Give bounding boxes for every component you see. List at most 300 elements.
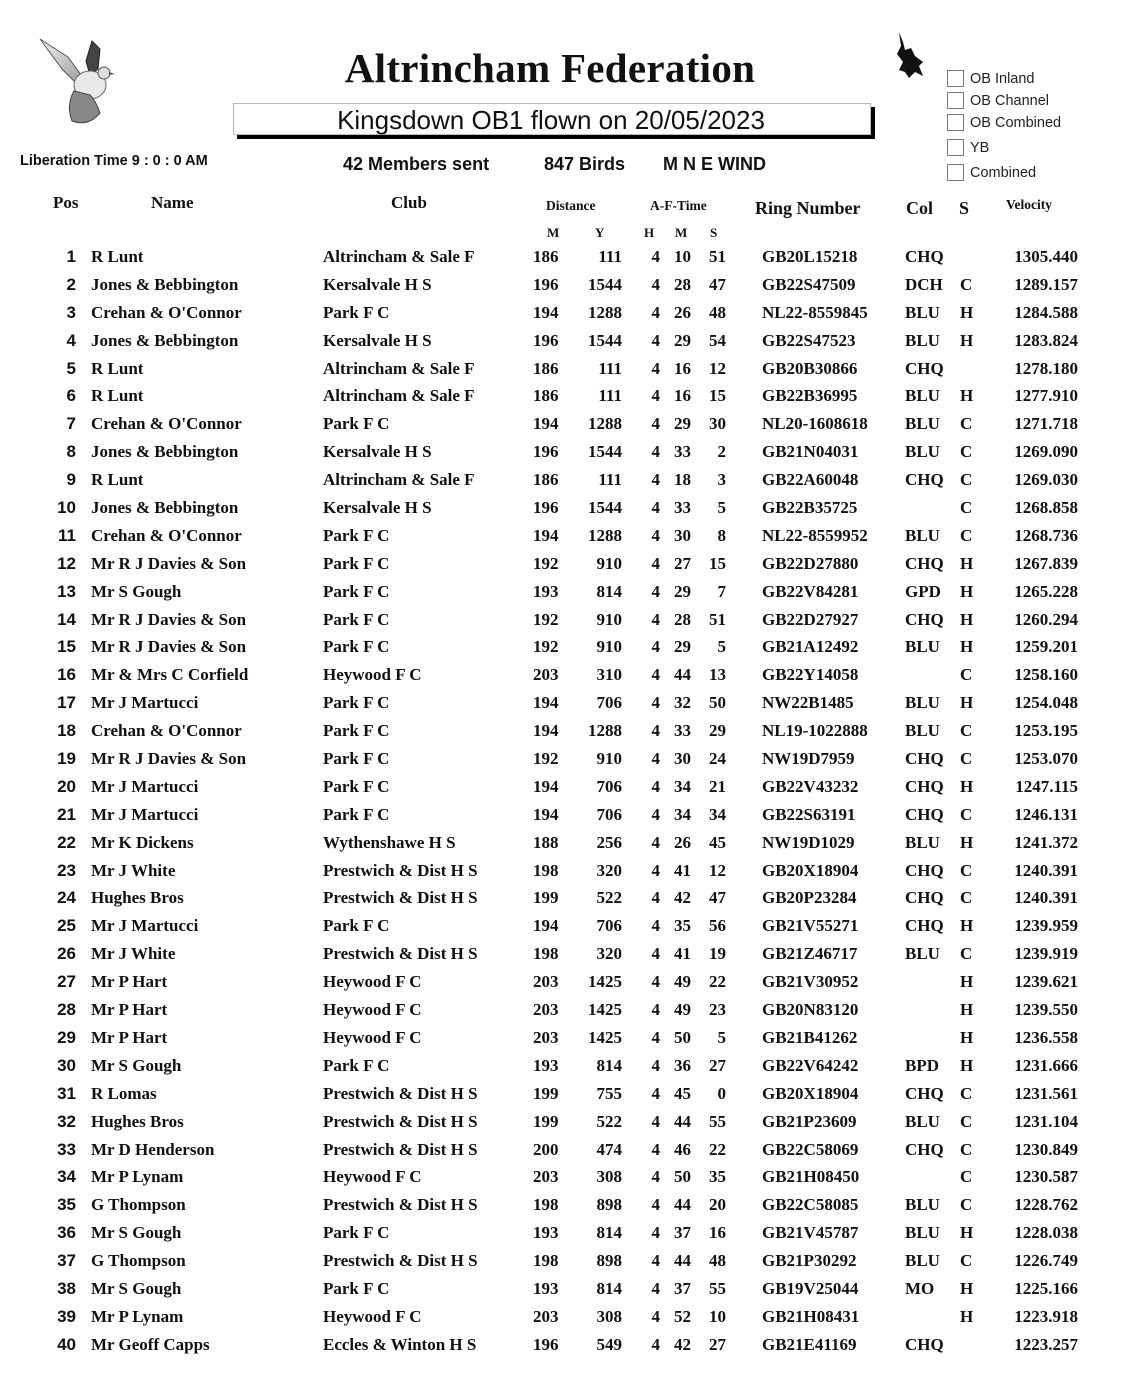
name-cell: Mr P Lynam <box>91 1306 184 1326</box>
position-cell: 1 <box>66 247 76 266</box>
colour-cell: BLU <box>905 386 940 406</box>
distance-yards-cell: 1544 <box>588 442 622 462</box>
position-cell: 4 <box>66 330 76 350</box>
club-cell: Heywood F C <box>323 665 422 685</box>
club-cell: Prestwich & Dist H S <box>323 888 478 908</box>
velocity-cell: 1259.201 <box>1014 637 1078 657</box>
position-cell: 35 <box>57 1195 76 1215</box>
time-seconds-cell: 15 <box>709 386 726 406</box>
position-cell: 7 <box>66 414 76 434</box>
sex-cell: C <box>960 498 973 518</box>
name-cell: Mr S Gough <box>91 1278 182 1298</box>
time-hours-cell: 4 <box>651 972 660 992</box>
time-minutes-cell: 37 <box>674 1223 691 1243</box>
colour-cell: CHQ <box>905 860 944 880</box>
time-minutes-cell: 46 <box>674 1139 691 1159</box>
name-cell: Jones & Bebbington <box>91 442 239 462</box>
table-row <box>0 662 1125 690</box>
table-row <box>0 579 1125 607</box>
name-cell: Mr & Mrs C Corfield <box>91 665 249 685</box>
time-minutes-cell: 49 <box>674 1000 691 1020</box>
subheader-yards: Y <box>595 225 605 240</box>
club-cell: Kersalvale H S <box>323 330 432 350</box>
position-cell: 23 <box>57 860 76 880</box>
club-cell: Heywood F C <box>323 1000 422 1020</box>
distance-miles-cell: 194 <box>533 414 559 434</box>
time-seconds-cell: 47 <box>709 888 726 908</box>
club-cell: Park F C <box>323 1278 390 1298</box>
colour-cell: BLU <box>905 944 940 964</box>
distance-miles-cell: 192 <box>533 637 559 657</box>
time-seconds-cell: 21 <box>709 776 726 796</box>
sex-cell: C <box>960 804 973 824</box>
position-cell: 8 <box>66 442 76 462</box>
ring-number-cell: NW22B1485 <box>762 693 854 713</box>
time-seconds-cell: 24 <box>709 749 726 769</box>
distance-miles-cell: 194 <box>533 916 559 936</box>
time-seconds-cell: 23 <box>709 1000 726 1020</box>
distance-miles-cell: 203 <box>533 1027 559 1047</box>
position-cell: 25 <box>57 916 76 936</box>
distance-miles-cell: 196 <box>533 498 559 518</box>
table-row <box>0 467 1125 495</box>
distance-miles-cell: 196 <box>533 442 559 462</box>
time-hours-cell: 4 <box>651 721 660 741</box>
time-hours-cell: 4 <box>651 1139 660 1159</box>
distance-miles-cell: 200 <box>533 1139 559 1159</box>
name-cell: Mr J Martucci <box>91 776 199 796</box>
time-minutes-cell: 50 <box>674 1167 691 1187</box>
position-cell: 24 <box>57 888 76 908</box>
table-row <box>0 1304 1125 1332</box>
name-cell: Mr R J Davies & Son <box>91 749 247 769</box>
distance-yards-cell: 1288 <box>588 302 622 322</box>
velocity-cell: 1231.561 <box>1014 1083 1078 1103</box>
distance-miles-cell: 196 <box>533 274 559 294</box>
page-title: Altrincham Federation <box>344 45 756 91</box>
club-cell: Altrincham & Sale F <box>323 386 475 406</box>
table-row <box>0 997 1125 1025</box>
time-hours-cell: 4 <box>651 888 660 908</box>
ring-number-cell: GB20B30866 <box>762 358 858 378</box>
ring-number-cell: GB22B35725 <box>762 498 858 518</box>
name-cell: Mr S Gough <box>91 1223 182 1243</box>
position-cell: 19 <box>57 749 76 769</box>
time-minutes-cell: 16 <box>674 386 691 406</box>
club-cell: Park F C <box>323 581 390 601</box>
checkbox-icon[interactable] <box>947 114 964 131</box>
position-cell: 31 <box>57 1083 76 1103</box>
distance-yards-cell: 1544 <box>588 330 622 350</box>
time-minutes-cell: 41 <box>674 944 691 964</box>
time-seconds-cell: 2 <box>717 442 726 462</box>
name-cell: G Thompson <box>91 1195 186 1215</box>
velocity-cell: 1239.919 <box>1014 944 1078 964</box>
sex-cell: H <box>960 832 974 852</box>
time-hours-cell: 4 <box>651 330 660 350</box>
club-cell: Park F C <box>323 721 390 741</box>
distance-yards-cell: 814 <box>596 1223 622 1243</box>
time-seconds-cell: 56 <box>709 916 726 936</box>
colour-cell: BLU <box>905 1251 940 1271</box>
velocity-cell: 1226.749 <box>1014 1251 1078 1271</box>
time-minutes-cell: 34 <box>674 776 691 796</box>
sex-cell: C <box>960 1139 973 1159</box>
results-table <box>0 244 1125 1360</box>
time-minutes-cell: 35 <box>674 916 691 936</box>
colour-cell: BLU <box>905 832 940 852</box>
ring-number-cell: NW19D7959 <box>762 749 855 769</box>
subheader-seconds: S <box>710 225 718 240</box>
time-seconds-cell: 10 <box>709 1306 726 1326</box>
time-seconds-cell: 13 <box>709 665 726 685</box>
sex-cell: H <box>960 553 974 573</box>
time-minutes-cell: 29 <box>674 637 691 657</box>
table-row <box>0 383 1125 411</box>
ring-number-cell: GB20P23284 <box>762 888 857 908</box>
time-seconds-cell: 29 <box>709 721 726 741</box>
table-row <box>0 411 1125 439</box>
colour-cell: BLU <box>905 1111 940 1131</box>
colour-cell: GPD <box>905 581 941 601</box>
time-minutes-cell: 26 <box>674 832 691 852</box>
colour-cell: BLU <box>905 637 940 657</box>
colour-cell: CHQ <box>905 916 944 936</box>
position-cell: 10 <box>57 498 76 518</box>
position-cell: 11 <box>58 525 76 545</box>
table-row <box>0 1276 1125 1304</box>
table-row <box>0 439 1125 467</box>
time-minutes-cell: 33 <box>674 442 691 462</box>
ring-number-cell: GB21V30952 <box>762 972 859 992</box>
ring-number-cell: GB22A60048 <box>762 470 859 490</box>
ring-number-cell: NW19D1029 <box>762 832 855 852</box>
table-row <box>0 607 1125 635</box>
column-header-ring: Ring Number <box>755 198 861 218</box>
time-minutes-cell: 44 <box>674 1195 691 1215</box>
checkbox-ob-channel[interactable] <box>947 92 1049 109</box>
colour-cell: BLU <box>905 330 940 350</box>
colour-cell: BLU <box>905 414 940 434</box>
distance-miles-cell: 198 <box>533 860 559 880</box>
distance-miles-cell: 186 <box>533 470 559 490</box>
time-seconds-cell: 27 <box>709 1055 726 1075</box>
checkbox-icon[interactable] <box>947 70 964 87</box>
distance-miles-cell: 203 <box>533 1000 559 1020</box>
subheader-hours: H <box>644 225 655 240</box>
time-seconds-cell: 0 <box>717 1083 726 1103</box>
name-cell: Mr S Gough <box>91 1055 182 1075</box>
colour-cell: BLU <box>905 693 940 713</box>
distance-yards-cell: 256 <box>596 832 622 852</box>
distance-yards-cell: 755 <box>596 1083 622 1103</box>
distance-yards-cell: 1288 <box>588 525 622 545</box>
checkbox-combined[interactable] <box>947 164 1036 181</box>
velocity-cell: 1240.391 <box>1014 860 1078 880</box>
column-header-aft: A-F-Time <box>650 198 707 213</box>
name-cell: Mr J Martucci <box>91 693 199 713</box>
time-minutes-cell: 29 <box>674 414 691 434</box>
time-minutes-cell: 42 <box>674 1334 691 1354</box>
table-row <box>0 523 1125 551</box>
ring-number-cell: GB21N04031 <box>762 442 859 462</box>
table-row <box>0 746 1125 774</box>
colour-cell: CHQ <box>905 804 944 824</box>
time-seconds-cell: 5 <box>717 498 726 518</box>
name-cell: Mr J Martucci <box>91 916 199 936</box>
name-cell: Jones & Bebbington <box>91 498 239 518</box>
distance-yards-cell: 814 <box>596 1055 622 1075</box>
time-hours-cell: 4 <box>651 274 660 294</box>
time-minutes-cell: 34 <box>674 804 691 824</box>
sex-cell: C <box>960 749 973 769</box>
name-cell: Mr J White <box>91 860 176 880</box>
distance-miles-cell: 194 <box>533 525 559 545</box>
distance-yards-cell: 549 <box>596 1334 622 1354</box>
position-cell: 15 <box>57 637 76 657</box>
sex-cell: C <box>960 414 973 434</box>
name-cell: Mr Geoff Capps <box>91 1334 210 1354</box>
ring-number-cell: NL22-8559845 <box>762 302 868 322</box>
time-hours-cell: 4 <box>651 916 660 936</box>
distance-miles-cell: 199 <box>533 1111 559 1131</box>
distance-yards-cell: 320 <box>596 944 622 964</box>
sex-cell: C <box>960 1083 973 1103</box>
time-seconds-cell: 27 <box>709 1334 726 1354</box>
time-hours-cell: 4 <box>651 1251 660 1271</box>
table-row <box>0 1025 1125 1053</box>
table-row <box>0 802 1125 830</box>
velocity-cell: 1223.918 <box>1014 1306 1078 1326</box>
distance-yards-cell: 814 <box>596 581 622 601</box>
name-cell: Mr S Gough <box>91 581 182 601</box>
colour-cell: CHQ <box>905 749 944 769</box>
table-row <box>0 718 1125 746</box>
ring-number-cell: GB21V45787 <box>762 1223 859 1243</box>
velocity-cell: 1241.372 <box>1014 832 1078 852</box>
velocity-cell: 1289.157 <box>1014 274 1078 294</box>
time-seconds-cell: 19 <box>709 944 726 964</box>
velocity-cell: 1247.115 <box>1015 776 1078 796</box>
ring-number-cell: GB21A12492 <box>762 637 859 657</box>
name-cell: Mr P Hart <box>91 1027 168 1047</box>
race-title: Kingsdown OB1 flown on 20/05/2023 <box>337 105 765 135</box>
name-cell: Crehan & O'Connor <box>91 525 242 545</box>
table-row <box>0 969 1125 997</box>
distance-miles-cell: 192 <box>533 553 559 573</box>
time-minutes-cell: 50 <box>674 1027 691 1047</box>
colour-cell: BLU <box>905 1195 940 1215</box>
distance-yards-cell: 706 <box>596 916 622 936</box>
time-seconds-cell: 55 <box>709 1111 726 1131</box>
time-seconds-cell: 51 <box>709 609 726 629</box>
name-cell: R Lomas <box>91 1083 157 1103</box>
velocity-cell: 1253.070 <box>1014 749 1078 769</box>
sex-cell: C <box>960 442 973 462</box>
checkbox-icon[interactable] <box>947 92 964 109</box>
checkbox-icon[interactable] <box>947 164 964 181</box>
time-seconds-cell: 34 <box>709 804 726 824</box>
name-cell: G Thompson <box>91 1251 186 1271</box>
name-cell: R Lunt <box>91 386 144 406</box>
distance-yards-cell: 320 <box>596 860 622 880</box>
time-hours-cell: 4 <box>651 1111 660 1131</box>
position-cell: 33 <box>57 1139 76 1159</box>
colour-cell: CHQ <box>905 776 944 796</box>
position-cell: 38 <box>57 1278 76 1298</box>
position-cell: 27 <box>57 972 76 992</box>
velocity-cell: 1246.131 <box>1014 804 1078 824</box>
position-cell: 5 <box>66 358 76 378</box>
colour-cell: CHQ <box>905 247 944 266</box>
position-cell: 14 <box>57 609 76 629</box>
distance-yards-cell: 111 <box>598 358 622 378</box>
name-cell: Hughes Bros <box>91 888 184 908</box>
position-cell: 16 <box>57 665 76 685</box>
sex-cell: H <box>960 1055 974 1075</box>
time-seconds-cell: 5 <box>717 1027 726 1047</box>
club-cell: Park F C <box>323 609 390 629</box>
time-seconds-cell: 5 <box>717 637 726 657</box>
position-cell: 3 <box>66 302 76 322</box>
checkbox-ob-inland[interactable] <box>947 70 1035 87</box>
colour-cell: CHQ <box>905 1139 944 1159</box>
distance-miles-cell: 192 <box>533 749 559 769</box>
club-cell: Altrincham & Sale F <box>323 247 475 266</box>
ring-number-cell: GB21P30292 <box>762 1251 857 1271</box>
time-hours-cell: 4 <box>651 386 660 406</box>
time-minutes-cell: 30 <box>674 525 691 545</box>
distance-miles-cell: 203 <box>533 665 559 685</box>
distance-yards-cell: 310 <box>596 665 622 685</box>
time-minutes-cell: 26 <box>674 302 691 322</box>
ring-number-cell: GB22S63191 <box>762 804 856 824</box>
table-row <box>0 1220 1125 1248</box>
colour-cell: DCH <box>905 274 943 294</box>
time-seconds-cell: 55 <box>709 1278 726 1298</box>
club-cell: Prestwich & Dist H S <box>323 1139 478 1159</box>
position-cell: 26 <box>57 944 76 964</box>
sex-cell: H <box>960 693 974 713</box>
sex-cell: H <box>960 1278 974 1298</box>
distance-miles-cell: 192 <box>533 609 559 629</box>
ring-number-cell: NL20-1608618 <box>762 414 868 434</box>
distance-yards-cell: 1425 <box>588 1000 622 1020</box>
distance-miles-cell: 193 <box>533 581 559 601</box>
table-row <box>0 244 1125 272</box>
subheader-miles: M <box>547 225 560 240</box>
checkbox-icon[interactable] <box>947 139 964 156</box>
time-hours-cell: 4 <box>651 247 660 266</box>
time-hours-cell: 4 <box>651 1334 660 1354</box>
column-header-distance: Distance <box>546 198 596 213</box>
column-header-sex: S <box>959 198 970 218</box>
name-cell: Mr R J Davies & Son <box>91 609 247 629</box>
checkbox-yb[interactable] <box>947 139 989 156</box>
velocity-cell: 1277.910 <box>1014 386 1078 406</box>
ring-number-cell: GB21B41262 <box>762 1027 858 1047</box>
time-minutes-cell: 33 <box>674 721 691 741</box>
distance-yards-cell: 910 <box>596 553 622 573</box>
club-cell: Kersalvale H S <box>323 274 432 294</box>
club-cell: Park F C <box>323 302 390 322</box>
position-cell: 39 <box>57 1306 76 1326</box>
column-header-velocity: Velocity <box>1006 197 1052 212</box>
time-minutes-cell: 41 <box>674 860 691 880</box>
time-hours-cell: 4 <box>651 581 660 601</box>
time-seconds-cell: 48 <box>709 302 726 322</box>
velocity-cell: 1223.257 <box>1014 1334 1078 1354</box>
time-minutes-cell: 10 <box>674 247 691 266</box>
time-hours-cell: 4 <box>651 358 660 378</box>
distance-miles-cell: 193 <box>533 1278 559 1298</box>
time-hours-cell: 4 <box>651 1000 660 1020</box>
sex-cell: H <box>960 581 974 601</box>
name-cell: Mr R J Davies & Son <box>91 553 247 573</box>
club-cell: Prestwich & Dist H S <box>323 944 478 964</box>
colour-cell: CHQ <box>905 888 944 908</box>
table-row <box>0 634 1125 662</box>
ring-number-cell: GB21Z46717 <box>762 944 858 964</box>
position-cell: 17 <box>57 693 76 713</box>
distance-miles-cell: 203 <box>533 1306 559 1326</box>
sex-cell: C <box>960 665 973 685</box>
club-cell: Heywood F C <box>323 1167 422 1187</box>
sex-cell: C <box>960 944 973 964</box>
distance-yards-cell: 1544 <box>588 498 622 518</box>
table-row <box>0 885 1125 913</box>
ring-number-cell: NL19-1022888 <box>762 721 868 741</box>
name-cell: R Lunt <box>91 247 144 266</box>
time-hours-cell: 4 <box>651 1278 660 1298</box>
velocity-cell: 1305.440 <box>1014 247 1078 266</box>
distance-yards-cell: 814 <box>596 1278 622 1298</box>
sex-cell: H <box>960 330 974 350</box>
club-cell: Park F C <box>323 693 390 713</box>
club-cell: Park F C <box>323 749 390 769</box>
name-cell: Mr R J Davies & Son <box>91 637 247 657</box>
position-cell: 29 <box>57 1027 76 1047</box>
velocity-cell: 1231.104 <box>1014 1111 1078 1131</box>
position-cell: 13 <box>57 581 76 601</box>
velocity-cell: 1265.228 <box>1014 581 1078 601</box>
time-seconds-cell: 12 <box>709 860 726 880</box>
distance-yards-cell: 522 <box>596 888 622 908</box>
sex-cell: C <box>960 1167 973 1187</box>
sex-cell: C <box>960 1195 973 1215</box>
name-cell: Mr K Dickens <box>91 832 194 852</box>
colour-cell: CHQ <box>905 358 944 378</box>
position-cell: 40 <box>57 1334 76 1354</box>
time-seconds-cell: 51 <box>709 247 726 266</box>
position-cell: 12 <box>57 553 76 573</box>
distance-miles-cell: 196 <box>533 330 559 350</box>
name-cell: Mr P Hart <box>91 1000 168 1020</box>
distance-yards-cell: 706 <box>596 776 622 796</box>
colour-cell: MO <box>905 1278 935 1298</box>
club-cell: Park F C <box>323 776 390 796</box>
checkbox-ob-combined[interactable] <box>947 114 1061 131</box>
distance-yards-cell: 1425 <box>588 1027 622 1047</box>
time-hours-cell: 4 <box>651 442 660 462</box>
time-minutes-cell: 29 <box>674 581 691 601</box>
time-minutes-cell: 49 <box>674 972 691 992</box>
table-row <box>0 858 1125 886</box>
time-seconds-cell: 7 <box>717 581 726 601</box>
distance-miles-cell: 203 <box>533 972 559 992</box>
velocity-cell: 1269.030 <box>1014 470 1078 490</box>
table-row <box>0 1109 1125 1137</box>
